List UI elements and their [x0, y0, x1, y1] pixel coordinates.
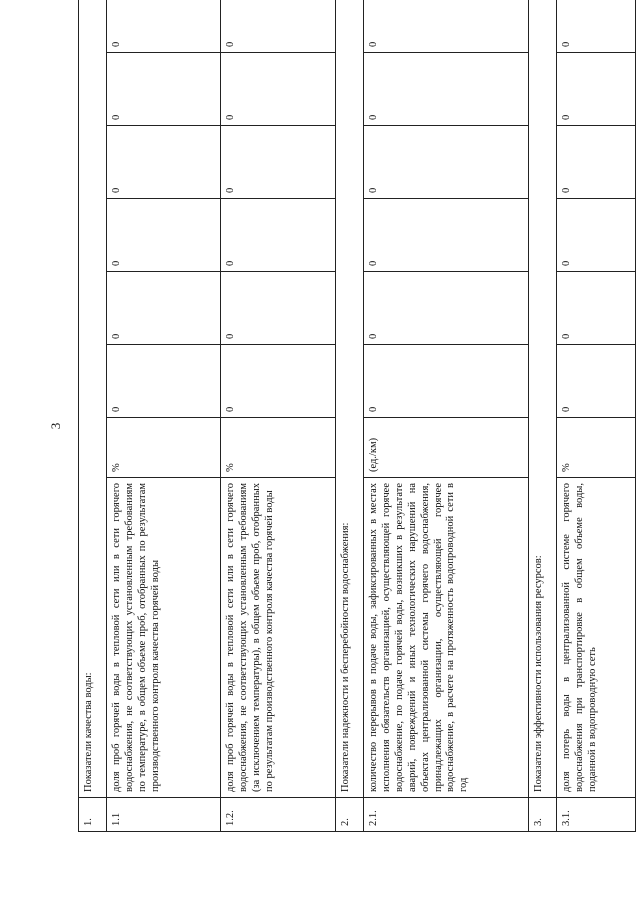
row-number: 2.1.	[364, 798, 529, 832]
value-cell: 0	[107, 126, 221, 199]
value-cell: 0	[107, 0, 221, 53]
value-cell: 0	[221, 0, 336, 53]
table-row	[107, 0, 221, 832]
section-number: 2.	[336, 798, 364, 832]
row-number: 1.2.	[221, 798, 336, 832]
value-cell: 0	[364, 126, 529, 199]
table-row	[364, 0, 529, 832]
indicators-table	[78, 0, 636, 832]
unit-cell: %	[221, 418, 336, 478]
section-number: 1.	[79, 798, 107, 832]
value-cell: 0	[364, 272, 529, 345]
value-cell: 0	[364, 199, 529, 272]
unit-cell: (ед./км)	[364, 418, 529, 478]
indicator-name: количество перерывов в подаче воды, зафиксированных в местах исполнения обязательств организацией, осуществляющей горячее водоснабжение, по подаче горячей воды, возникших в результате аварий, повреждений и иных технологических нарушений на объектах централизованной системы горячего водоснабжения, принадлежащих организации, осуществляющей горячее водоснабжение, в расчете на протяженность водопроводной сети в год	[364, 478, 529, 798]
section-title: Показатели надежности и бесперебойности водоснабжения:	[336, 0, 364, 798]
rotated-document	[78, 41, 600, 832]
unit-cell: %	[107, 418, 221, 478]
section-title: Показатели качества воды:	[79, 0, 107, 798]
value-cell: 0	[107, 272, 221, 345]
value-cell: 0	[107, 199, 221, 272]
value-cell: 0	[364, 53, 529, 126]
value-cell: 0	[221, 272, 336, 345]
value-cell: 0	[557, 0, 636, 53]
value-cell: 0	[221, 199, 336, 272]
value-cell: 0	[364, 0, 529, 53]
section-number: 3.	[529, 798, 557, 832]
section-title: Показатели эффективности использования ресурсов:	[529, 0, 557, 798]
table-row	[221, 0, 336, 832]
value-cell: 0	[557, 126, 636, 199]
value-cell: 0	[364, 345, 529, 418]
value-cell: 0	[557, 272, 636, 345]
row-number: 1.1	[107, 798, 221, 832]
indicator-name: доля потерь воды в централизованной системе горячего водоснабжения при транспортировке в общем объеме воды, поданной в водопроводную сеть	[557, 478, 636, 798]
value-cell: 0	[221, 126, 336, 199]
value-cell: 0	[107, 53, 221, 126]
section-row	[79, 0, 107, 832]
table-row	[557, 0, 636, 832]
value-cell: 0	[557, 53, 636, 126]
page-number: 3	[48, 422, 63, 430]
value-cell: 0	[221, 53, 336, 126]
section-row	[336, 0, 364, 832]
section-row	[529, 0, 557, 832]
row-number: 3.1.	[557, 798, 636, 832]
indicator-name: доля проб горячей воды в тепловой сети или в сети горячего водоснабжения, не соответствующих установленным требованиям по температуре, в общем объеме проб, отобранных по результатам производственного контроля качества горячей воды	[107, 478, 221, 798]
value-cell: 0	[557, 199, 636, 272]
value-cell: 0	[107, 345, 221, 418]
value-cell: 0	[221, 345, 336, 418]
unit-cell: %	[557, 418, 636, 478]
value-cell: 0	[557, 345, 636, 418]
indicator-name: доля проб горячей воды в тепловой сети или в сети горячего водоснабжения, не соответствующих установленным требованиям (за исключением температуры), в общем объеме проб, отобранных по результатам производственного контроля качества горячей воды	[221, 478, 336, 798]
